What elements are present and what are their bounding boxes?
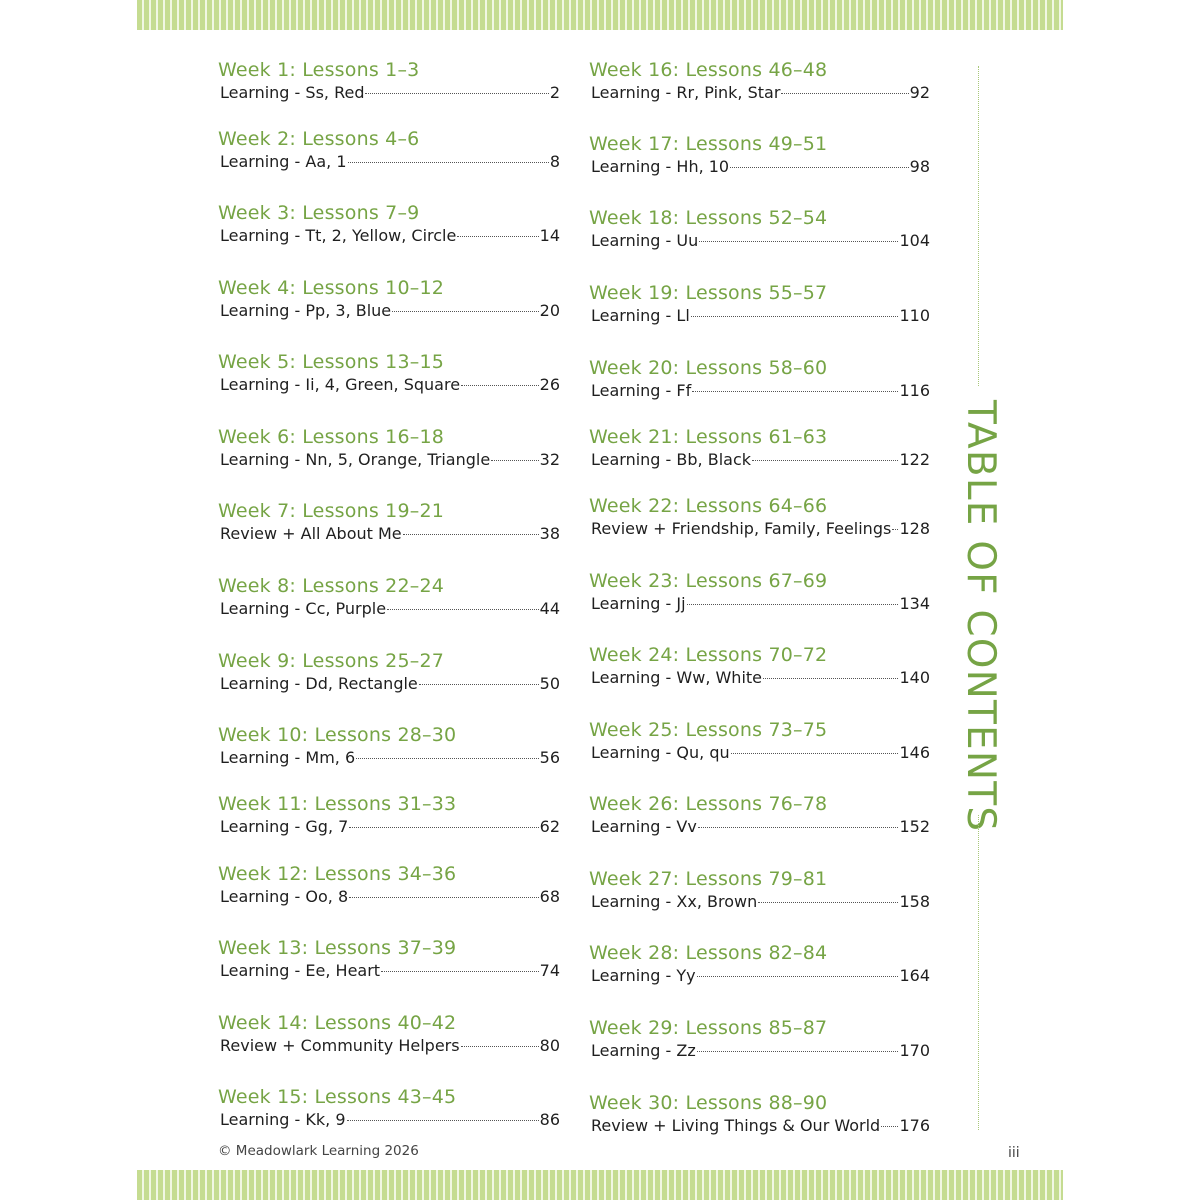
entry-page-number: 44 (539, 599, 560, 618)
entry-title: Week 8: Lessons 22–24 (218, 575, 445, 597)
entry-line (220, 816, 560, 838)
entry-description: Learning - Ll (591, 306, 690, 325)
toc-entry (589, 59, 930, 107)
entry-title: Week 12: Lessons 34–36 (218, 863, 457, 885)
dot-leader (392, 311, 539, 312)
dot-leader (365, 93, 548, 94)
entry-page-number: 152 (899, 817, 930, 836)
entry-page-number: 26 (539, 375, 560, 394)
entry-line (591, 891, 930, 913)
entry-title: Week 2: Lessons 4–6 (218, 128, 420, 150)
top-decorative-band (137, 0, 1063, 30)
entry-page-number: 146 (899, 743, 930, 762)
dot-leader (758, 902, 898, 903)
entry-page-number: 2 (549, 83, 560, 102)
dot-leader (892, 529, 898, 530)
entry-title: Week 7: Lessons 19–21 (218, 500, 445, 522)
toc-entry (589, 793, 930, 841)
toc-entry (589, 133, 930, 181)
entry-page-number: 50 (539, 674, 560, 693)
toc-entry (218, 1086, 560, 1134)
entry-title: Week 30: Lessons 88–90 (589, 1092, 828, 1114)
toc-entry (218, 724, 560, 772)
dot-leader (699, 241, 898, 242)
entry-line (591, 1040, 930, 1062)
dot-leader (419, 684, 539, 685)
dot-leader (881, 1126, 898, 1127)
dot-leader (381, 971, 539, 972)
entry-page-number: 140 (899, 668, 930, 687)
entry-line (220, 374, 560, 396)
toc-entry (589, 868, 930, 916)
dot-leader (491, 460, 538, 461)
dot-leader (697, 976, 899, 977)
entry-line (591, 816, 930, 838)
entry-page-number: 20 (539, 301, 560, 320)
entry-page-number: 56 (539, 748, 560, 767)
toc-entry (589, 570, 930, 618)
entry-title: Week 14: Lessons 40–42 (218, 1012, 457, 1034)
dot-leader (692, 391, 898, 392)
toc-entry (589, 495, 930, 543)
side-divider-top (978, 66, 979, 386)
dot-leader (461, 385, 539, 386)
entry-line (591, 965, 930, 987)
entry-title: Week 27: Lessons 79–81 (589, 868, 828, 890)
entry-line (591, 380, 930, 402)
entry-title: Week 17: Lessons 49–51 (589, 133, 828, 155)
entry-line (220, 747, 560, 769)
entry-description: Learning - Zz (591, 1041, 696, 1060)
entry-description: Learning - Xx, Brown (591, 892, 758, 911)
entry-title: Week 10: Lessons 28–30 (218, 724, 457, 746)
dot-leader (781, 93, 908, 94)
toc-entry (218, 937, 560, 985)
entry-line (220, 523, 560, 545)
entry-description: Learning - Ee, Heart (220, 961, 381, 980)
dot-leader (752, 460, 898, 461)
entry-title: Week 6: Lessons 16–18 (218, 426, 445, 448)
toc-entry (589, 282, 930, 330)
entry-page-number: 110 (899, 306, 930, 325)
entry-line (591, 82, 930, 104)
entry-line (591, 230, 930, 252)
toc-entry (218, 277, 560, 325)
entry-description: Learning - Pp, 3, Blue (220, 301, 392, 320)
entry-description: Learning - Nn, 5, Orange, Triangle (220, 450, 491, 469)
dot-leader (348, 162, 549, 163)
toc-entry (218, 426, 560, 474)
entry-title: Week 23: Lessons 67–69 (589, 570, 828, 592)
entry-line (591, 156, 930, 178)
toc-entry (589, 719, 930, 767)
entry-line (591, 1115, 930, 1137)
toc-heading: TABLE OF CONTENTS (958, 400, 1003, 833)
entry-description: Review + Community Helpers (220, 1036, 460, 1055)
side-divider-bottom (978, 815, 979, 1130)
entry-description: Learning - Qu, qu (591, 743, 730, 762)
entry-description: Review + Living Things & Our World (591, 1116, 881, 1135)
dot-leader (730, 167, 909, 168)
entry-description: Learning - Aa, 1 (220, 152, 347, 171)
dot-leader (356, 758, 538, 759)
dot-leader (691, 316, 899, 317)
entry-title: Week 5: Lessons 13–15 (218, 351, 445, 373)
entry-line (591, 667, 930, 689)
toc-entry (589, 207, 930, 255)
entry-line (220, 673, 560, 695)
toc-entry (589, 357, 930, 405)
dot-leader (349, 827, 538, 828)
entry-line (220, 598, 560, 620)
entry-page-number: 14 (539, 226, 560, 245)
entry-page-number: 68 (539, 887, 560, 906)
toc-entry (218, 59, 560, 107)
entry-page-number: 134 (899, 594, 930, 613)
entry-description: Learning - Ww, White (591, 668, 763, 687)
entry-page-number: 122 (899, 450, 930, 469)
dot-leader (403, 534, 539, 535)
entry-page-number: 176 (899, 1116, 930, 1135)
toc-entry (218, 863, 560, 911)
entry-page-number: 8 (549, 152, 560, 171)
entry-line (220, 225, 560, 247)
entry-description: Learning - Oo, 8 (220, 887, 349, 906)
toc-entry (218, 793, 560, 841)
dot-leader (457, 236, 538, 237)
entry-title: Week 1: Lessons 1–3 (218, 59, 420, 81)
entry-page-number: 74 (539, 961, 560, 980)
bottom-decorative-band (137, 1170, 1063, 1200)
entry-title: Week 26: Lessons 76–78 (589, 793, 828, 815)
entry-description: Learning - Kk, 9 (220, 1110, 346, 1129)
entry-page-number: 104 (899, 231, 930, 250)
toc-entry (589, 1017, 930, 1065)
entry-page-number: 38 (539, 524, 560, 543)
entry-description: Learning - Ff (591, 381, 692, 400)
entry-description: Review + All About Me (220, 524, 402, 543)
entry-line (220, 1035, 560, 1057)
entry-line (591, 518, 930, 540)
entry-title: Week 19: Lessons 55–57 (589, 282, 828, 304)
entry-description: Learning - Vv (591, 817, 697, 836)
entry-title: Week 16: Lessons 46–48 (589, 59, 828, 81)
dot-leader (763, 678, 898, 679)
entry-description: Learning - Tt, 2, Yellow, Circle (220, 226, 457, 245)
entry-title: Week 3: Lessons 7–9 (218, 202, 420, 224)
entry-title: Week 13: Lessons 37–39 (218, 937, 457, 959)
entry-page-number: 80 (539, 1036, 560, 1055)
entry-line (591, 449, 930, 471)
toc-entry (589, 1092, 930, 1140)
entry-line (220, 151, 560, 173)
entry-line (591, 593, 930, 615)
entry-line (220, 1109, 560, 1131)
toc-entry (589, 644, 930, 692)
entry-title: Week 21: Lessons 61–63 (589, 426, 828, 448)
entry-page-number: 164 (899, 966, 930, 985)
entry-description: Learning - Dd, Rectangle (220, 674, 418, 693)
entry-description: Learning - Cc, Purple (220, 599, 387, 618)
copyright-text: © Meadowlark Learning 2026 (218, 1143, 419, 1159)
entry-page-number: 116 (899, 381, 930, 400)
entry-line (220, 300, 560, 322)
entry-title: Week 15: Lessons 43–45 (218, 1086, 457, 1108)
entry-description: Review + Friendship, Family, Feelings (591, 519, 892, 538)
entry-description: Learning - Mm, 6 (220, 748, 356, 767)
dot-leader (731, 753, 899, 754)
entry-description: Learning - Yy (591, 966, 696, 985)
entry-page-number: 86 (539, 1110, 560, 1129)
entry-description: Learning - Gg, 7 (220, 817, 349, 836)
entry-page-number: 92 (909, 83, 930, 102)
toc-entry (218, 202, 560, 250)
entry-title: Week 24: Lessons 70–72 (589, 644, 828, 666)
entry-page-number: 128 (899, 519, 930, 538)
entry-line (220, 960, 560, 982)
entry-title: Week 25: Lessons 73–75 (589, 719, 828, 741)
toc-entry (589, 426, 930, 474)
entry-title: Week 29: Lessons 85–87 (589, 1017, 828, 1039)
dot-leader (697, 1051, 899, 1052)
entry-title: Week 9: Lessons 25–27 (218, 650, 445, 672)
dot-leader (461, 1046, 539, 1047)
entry-description: Learning - Ii, 4, Green, Square (220, 375, 461, 394)
entry-line (220, 82, 560, 104)
entry-page-number: 62 (539, 817, 560, 836)
toc-entry (218, 575, 560, 623)
entry-page-number: 98 (909, 157, 930, 176)
dot-leader (387, 609, 539, 610)
entry-description: Learning - Hh, 10 (591, 157, 730, 176)
entry-page-number: 170 (899, 1041, 930, 1060)
entry-page-number: 32 (539, 450, 560, 469)
entry-line (220, 886, 560, 908)
entry-line (220, 449, 560, 471)
toc-entry (218, 650, 560, 698)
dot-leader (349, 897, 539, 898)
entry-page-number: 158 (899, 892, 930, 911)
toc-entry (218, 128, 560, 176)
entry-title: Week 11: Lessons 31–33 (218, 793, 457, 815)
entry-title: Week 28: Lessons 82–84 (589, 942, 828, 964)
dot-leader (687, 604, 899, 605)
entry-line (591, 305, 930, 327)
toc-entry (218, 351, 560, 399)
entry-description: Learning - Jj (591, 594, 686, 613)
toc-entry (218, 1012, 560, 1060)
entry-description: Learning - Bb, Black (591, 450, 751, 469)
toc-entry (589, 942, 930, 990)
page-number: iii (1008, 1145, 1020, 1161)
dot-leader (698, 827, 899, 828)
entry-description: Learning - Ss, Red (220, 83, 365, 102)
dot-leader (347, 1120, 539, 1121)
entry-title: Week 18: Lessons 52–54 (589, 207, 828, 229)
entry-title: Week 22: Lessons 64–66 (589, 495, 828, 517)
entry-line (591, 742, 930, 764)
entry-title: Week 20: Lessons 58–60 (589, 357, 828, 379)
entry-title: Week 4: Lessons 10–12 (218, 277, 445, 299)
entry-description: Learning - Rr, Pink, Star (591, 83, 781, 102)
toc-entry (218, 500, 560, 548)
entry-description: Learning - Uu (591, 231, 699, 250)
